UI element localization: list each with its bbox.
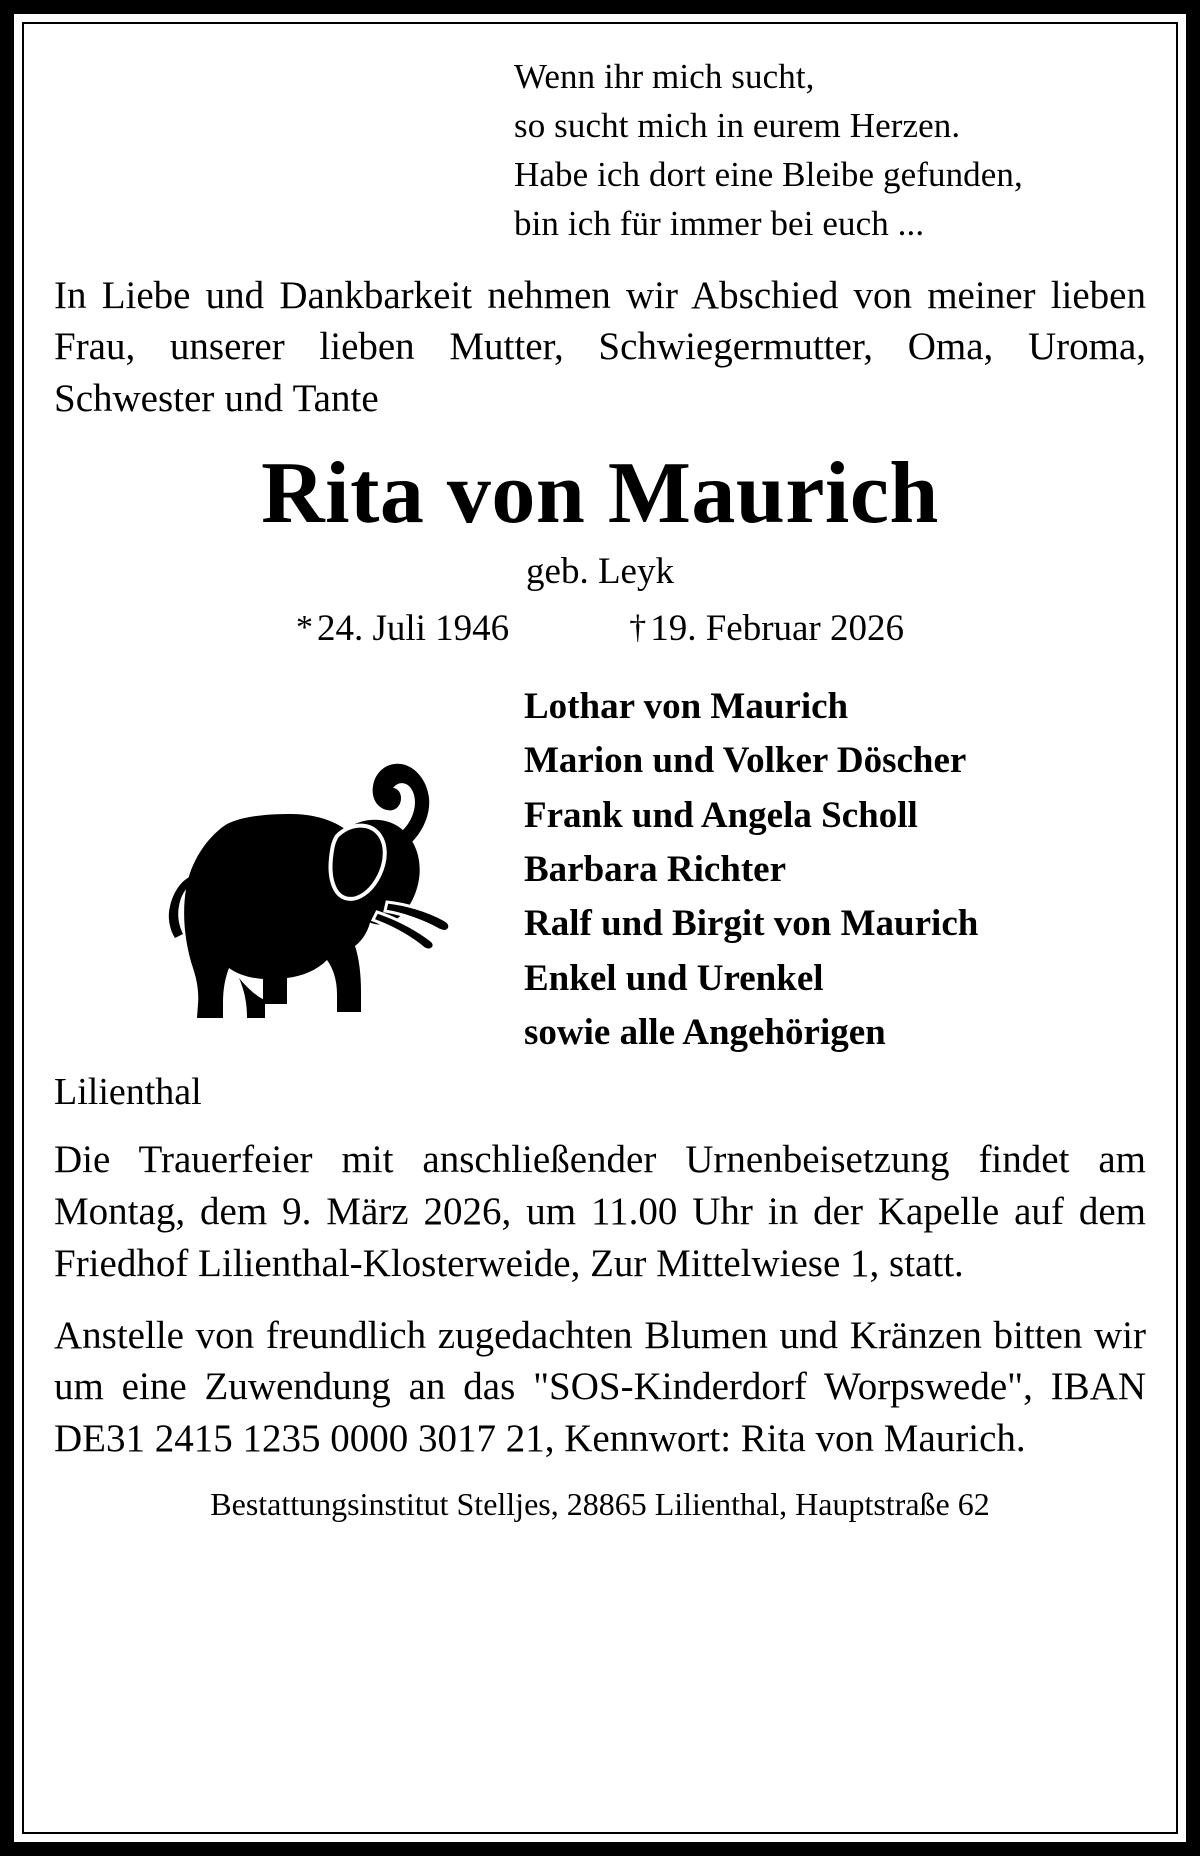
verse-line-3: Habe ich dort eine Bleibe gefunden, — [514, 155, 1023, 194]
funeral-home-line: Bestattungsinstitut Stelljes, 28865 Lilienthal, Hauptstraße 62 — [210, 1486, 990, 1523]
family-name-2: Marion und Volker Döscher — [524, 740, 967, 782]
family-name-6: Enkel und Urenkel — [524, 957, 824, 999]
notice-content — [40, 34, 1160, 1822]
birth-star-icon: * — [295, 609, 313, 647]
elephant-silhouette-icon — [119, 706, 459, 1036]
maiden-name: geb. Leyk — [526, 551, 674, 593]
death-date-group — [629, 609, 904, 650]
birth-date-group — [296, 609, 509, 650]
family-name-1: Lothar von Maurich — [524, 685, 849, 727]
family-name-3: Frank und Angela Scholl — [524, 794, 918, 836]
donation-request: Anstelle von freundlich zugedachten Blumen und Kränzen bitten wir um eine Zuwendung an das "SOS-Kinderdorf Worpswede", IBAN DE31 2415 1235 0000 3017 21, Kennwort: Rita von Maurich. — [54, 1313, 1146, 1461]
verse-line-2: so sucht mich in eurem Herzen. — [514, 106, 961, 145]
verse-line-4: bin ich für immer bei euch ... — [514, 204, 925, 243]
birth-date: 24. Juli 1946 — [316, 608, 510, 650]
memorial-verse — [54, 52, 1146, 248]
verse-line-1: Wenn ihr mich sucht, — [514, 57, 815, 96]
death-date: 19. Februar 2026 — [650, 608, 905, 650]
place-name: Lilienthal — [54, 1071, 202, 1114]
elephant-illustration — [54, 672, 524, 1036]
family-names-list — [524, 672, 1146, 1061]
deceased-name: Rita von Maurich — [261, 445, 939, 543]
family-name-5: Ralf und Birgit von Maurich — [524, 903, 979, 945]
farewell-intro-text: In Liebe und Dankbarkeit nehmen wir Abschied von meiner lieben Frau, unserer lieben Mutter, Schwiegermutter, Oma, Uroma, Schwester und Tante — [54, 274, 1146, 420]
ceremony-details: Die Trauerfeier mit anschließender Urnenbeisetzung findet am Montag, dem 9. März 2026, um 11.00 Uhr in der Kapelle auf dem Friedhof Lilienthal-Klosterweide, Zur Mittelwiese 1, statt. — [54, 1138, 1146, 1285]
life-dates — [54, 609, 1146, 650]
family-name-7: sowie alle Angehörigen — [524, 1012, 886, 1054]
death-cross-icon: † — [629, 609, 647, 647]
family-name-4: Barbara Richter — [524, 848, 787, 890]
illustration-and-family — [54, 672, 1146, 1061]
